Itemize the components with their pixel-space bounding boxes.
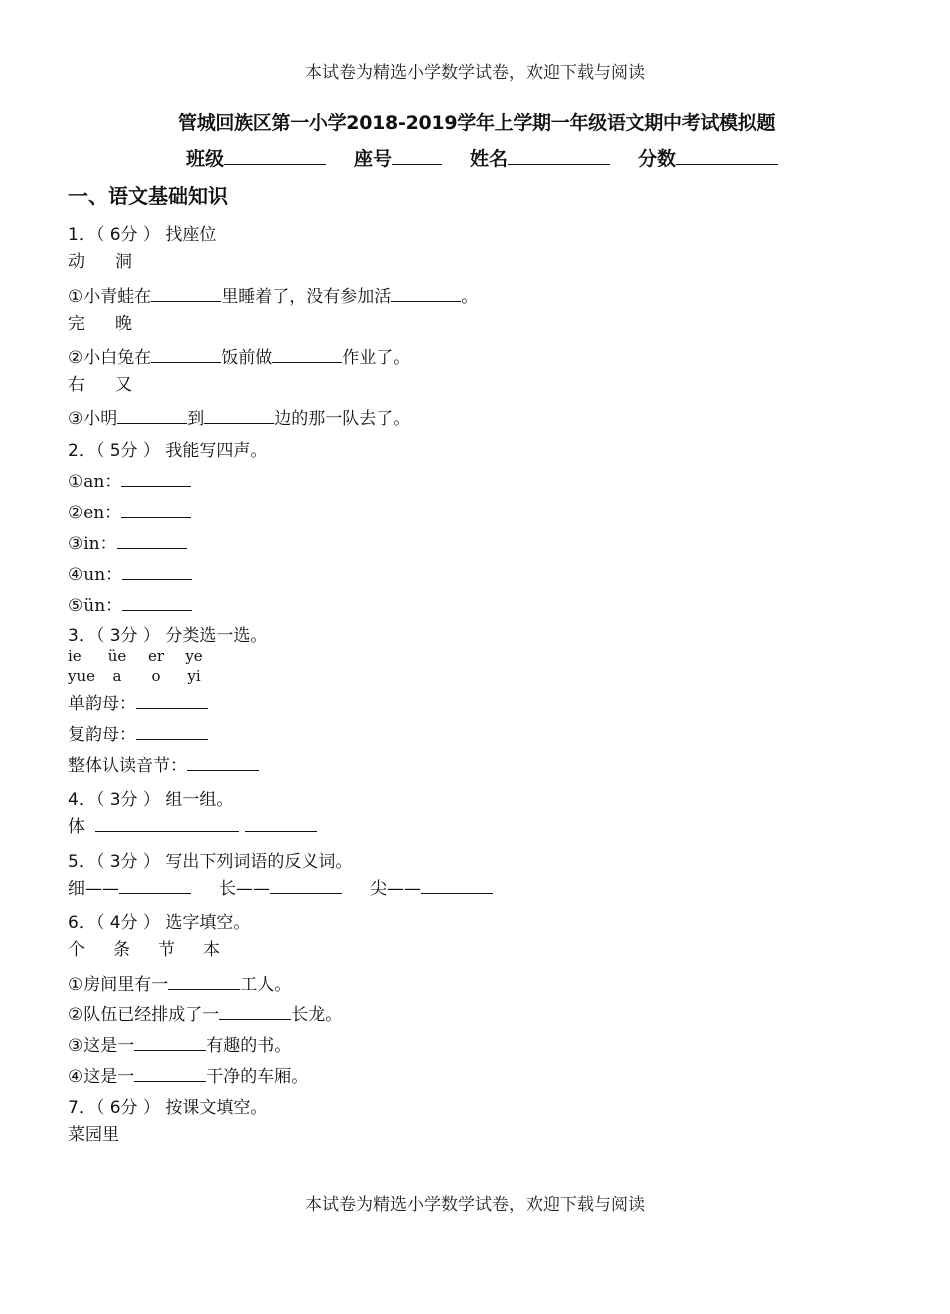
item-label: ②en： <box>68 503 122 523</box>
char-option: 动 <box>68 252 85 272</box>
category-label: 整体认读音节： <box>68 756 187 776</box>
sentence-text: ③小明 <box>68 409 118 429</box>
sentence-text: 边的那一队去了。 <box>274 409 411 429</box>
q1-sentence-3 <box>68 404 410 429</box>
header-note: 本试卷为精选小学数学试卷，欢迎下载与阅读 <box>305 63 645 83</box>
q2-item <box>68 467 191 492</box>
sentence-text: ①房间里有一 <box>68 975 169 995</box>
q1-char-pair-3 <box>68 370 132 395</box>
category-label: 单韵母： <box>68 694 136 714</box>
item-label: ③in： <box>68 534 117 554</box>
char-option: 又 <box>115 375 132 395</box>
question-2-heading: 2．（ 5分 ） 我能写四声。 <box>68 441 268 461</box>
q2-item <box>68 529 187 554</box>
answer-blank[interactable] <box>134 1065 206 1082</box>
word-prompt: 尖—— <box>370 879 421 899</box>
q1-char-pair-2 <box>68 309 132 334</box>
name-field[interactable] <box>508 146 610 165</box>
student-info-row <box>186 144 778 171</box>
question-3-heading: 3．（ 3分 ） 分类选一选。 <box>68 626 268 646</box>
q1-sentence-2 <box>68 343 410 368</box>
char-option: 条 <box>113 940 130 960</box>
pinyin-option: er <box>147 647 165 665</box>
class-field[interactable] <box>224 146 326 165</box>
q2-item <box>68 591 192 616</box>
score-label: 分数 <box>638 148 677 170</box>
question-6-heading: 6．（ 4分 ） 选字填空。 <box>68 913 251 933</box>
sentence-text: 作业了。 <box>342 348 411 368</box>
base-char: 体 <box>68 817 85 837</box>
footer-note: 本试卷为精选小学数学试卷，欢迎下载与阅读 <box>305 1195 645 1215</box>
q1-char-pair-1 <box>68 247 132 272</box>
pinyin-option: o <box>151 667 161 685</box>
name-label: 姓名 <box>470 148 509 170</box>
answer-blank[interactable] <box>219 1003 291 1020</box>
q5-antonym-line <box>68 874 493 899</box>
answer-blank[interactable] <box>122 563 192 580</box>
char-option: 洞 <box>115 252 132 272</box>
char-option: 个 <box>68 940 85 960</box>
sentence-text: ③这是一 <box>68 1036 135 1056</box>
pinyin-option: üe <box>107 647 127 665</box>
answer-blank[interactable] <box>121 470 191 487</box>
answer-blank[interactable] <box>151 285 221 302</box>
q6-sentence-1 <box>68 970 291 995</box>
question-4-heading: 4．（ 3分 ） 组一组。 <box>68 790 234 810</box>
question-5-heading: 5．（ 3分 ） 写出下列词语的反义词。 <box>68 852 353 872</box>
sentence-text: ①小青蛙在 <box>68 287 152 307</box>
q3-whole-syllables <box>68 751 259 776</box>
answer-blank[interactable] <box>272 346 342 363</box>
answer-blank[interactable] <box>151 346 221 363</box>
sentence-text: 工人。 <box>240 975 292 995</box>
answer-blank[interactable] <box>117 407 187 424</box>
char-option: 右 <box>68 375 85 395</box>
answer-blank[interactable] <box>95 815 239 832</box>
word-prompt: 长—— <box>219 879 270 899</box>
sentence-text: 。 <box>461 287 479 307</box>
sentence-text: 长龙。 <box>291 1005 343 1025</box>
q6-sentence-2 <box>68 1000 342 1025</box>
answer-blank[interactable] <box>136 692 208 709</box>
q3-pinyin-row-2 <box>68 667 212 685</box>
item-label: ⑤ün： <box>68 596 123 616</box>
pinyin-option: yue <box>68 667 96 685</box>
q6-sentence-4 <box>68 1062 308 1087</box>
q2-item <box>68 560 192 585</box>
sentence-text: ②队伍已经排成了一 <box>68 1005 220 1025</box>
sentence-text: 饭前做 <box>221 348 273 368</box>
item-label: ①an： <box>68 472 122 492</box>
pinyin-option: ye <box>185 647 203 665</box>
pinyin-option: yi <box>187 667 201 685</box>
pinyin-option: a <box>112 667 122 685</box>
q4-word-line <box>68 812 317 837</box>
question-7-heading: 7．（ 6分 ） 按课文填空。 <box>68 1098 268 1118</box>
q6-char-options <box>68 935 220 960</box>
answer-blank[interactable] <box>270 877 342 894</box>
answer-blank[interactable] <box>204 407 274 424</box>
q2-item <box>68 498 191 523</box>
answer-blank[interactable] <box>119 877 191 894</box>
q3-pinyin-row-1 <box>68 647 212 665</box>
char-option: 完 <box>68 314 85 334</box>
char-option: 本 <box>203 940 220 960</box>
seat-label: 座号 <box>354 148 393 170</box>
section-heading: 一、语文基础知识 <box>68 184 228 208</box>
seat-field[interactable] <box>392 146 442 165</box>
answer-blank[interactable] <box>122 594 192 611</box>
question-1-heading: 1．（ 6分 ） 找座位 <box>68 225 217 245</box>
item-label: ④un： <box>68 565 123 585</box>
answer-blank[interactable] <box>168 973 240 990</box>
q7-line-1: 菜园里 <box>68 1125 119 1145</box>
answer-blank[interactable] <box>121 501 191 518</box>
q1-sentence-1 <box>68 282 478 307</box>
sentence-text: ④这是一 <box>68 1067 135 1087</box>
q3-compound-finals <box>68 720 208 745</box>
class-label: 班级 <box>186 148 225 170</box>
answer-blank[interactable] <box>136 723 208 740</box>
sentence-text: 有趣的书。 <box>206 1036 292 1056</box>
answer-blank[interactable] <box>117 532 187 549</box>
sentence-text: ②小白兔在 <box>68 348 152 368</box>
answer-blank[interactable] <box>245 815 317 832</box>
word-prompt: 细—— <box>68 879 119 899</box>
q3-single-finals <box>68 689 208 714</box>
answer-blank[interactable] <box>391 285 461 302</box>
q6-sentence-3 <box>68 1031 291 1056</box>
char-option: 节 <box>158 940 175 960</box>
char-option: 晚 <box>115 314 132 334</box>
sentence-text: 干净的车厢。 <box>206 1067 309 1087</box>
score-field[interactable] <box>676 146 778 165</box>
exam-title: 管城回族区第一小学2018-2019学年上学期一年级语文期中考试模拟题 <box>178 112 776 134</box>
sentence-text: 到 <box>187 409 205 429</box>
pinyin-option: ie <box>68 647 82 665</box>
answer-blank[interactable] <box>134 1034 206 1051</box>
category-label: 复韵母： <box>68 725 136 745</box>
answer-blank[interactable] <box>421 877 493 894</box>
answer-blank[interactable] <box>187 754 259 771</box>
sentence-text: 里睡着了，没有参加活 <box>221 287 392 307</box>
